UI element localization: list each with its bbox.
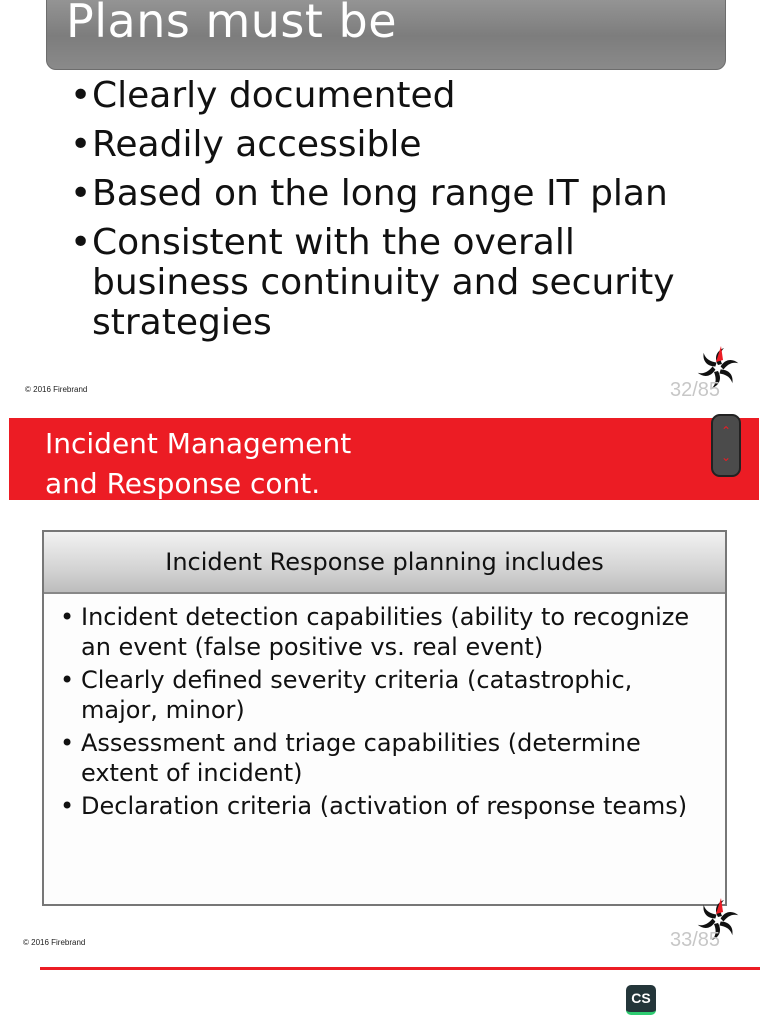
bullet-item: • Incident detection capabilities (ability to recognize an event (false positive vs. real event) bbox=[60, 602, 710, 662]
footer-divider bbox=[40, 967, 760, 970]
chevron-up-icon[interactable]: ⌃ bbox=[720, 424, 732, 438]
bullet-item: • Clearly defined severity criteria (catastrophic, major, minor) bbox=[60, 665, 710, 725]
slide-title: Plans must be bbox=[66, 0, 398, 48]
content-box-header bbox=[44, 532, 725, 594]
slide-title bbox=[45, 424, 351, 504]
content-box-title: Incident Response planning includes bbox=[165, 548, 604, 576]
camscanner-badge: CS bbox=[626, 985, 656, 1015]
bullet-list bbox=[60, 602, 710, 824]
slide-title-line: Incident Management bbox=[45, 427, 352, 460]
slide-32 bbox=[0, 0, 768, 404]
chevron-down-icon[interactable]: ⌄ bbox=[720, 450, 732, 464]
page-number: 32/85 bbox=[670, 379, 721, 401]
copyright-text: © 2016 Firebrand bbox=[23, 938, 86, 947]
bullet-item: • Clearly documented bbox=[70, 76, 730, 116]
bullet-list bbox=[70, 76, 730, 352]
copyright-text: © 2016 Firebrand bbox=[25, 385, 88, 394]
slide-33 bbox=[0, 404, 768, 969]
bullet-item: • Declaration criteria (activation of response teams) bbox=[60, 791, 710, 821]
bullet-item: • Readily accessible bbox=[70, 125, 730, 165]
bullet-item: • Based on the long range IT plan bbox=[70, 174, 730, 214]
slide-scroll-control[interactable] bbox=[711, 414, 741, 477]
slide-title-line: and Response cont. bbox=[45, 467, 321, 500]
page-number: 33/85 bbox=[670, 929, 721, 951]
bullet-item: • Assessment and triage capabilities (determine extent of incident) bbox=[60, 728, 710, 788]
bullet-item: • Consistent with the overall business continuity and security strategies bbox=[70, 223, 730, 343]
content-box bbox=[42, 530, 727, 906]
